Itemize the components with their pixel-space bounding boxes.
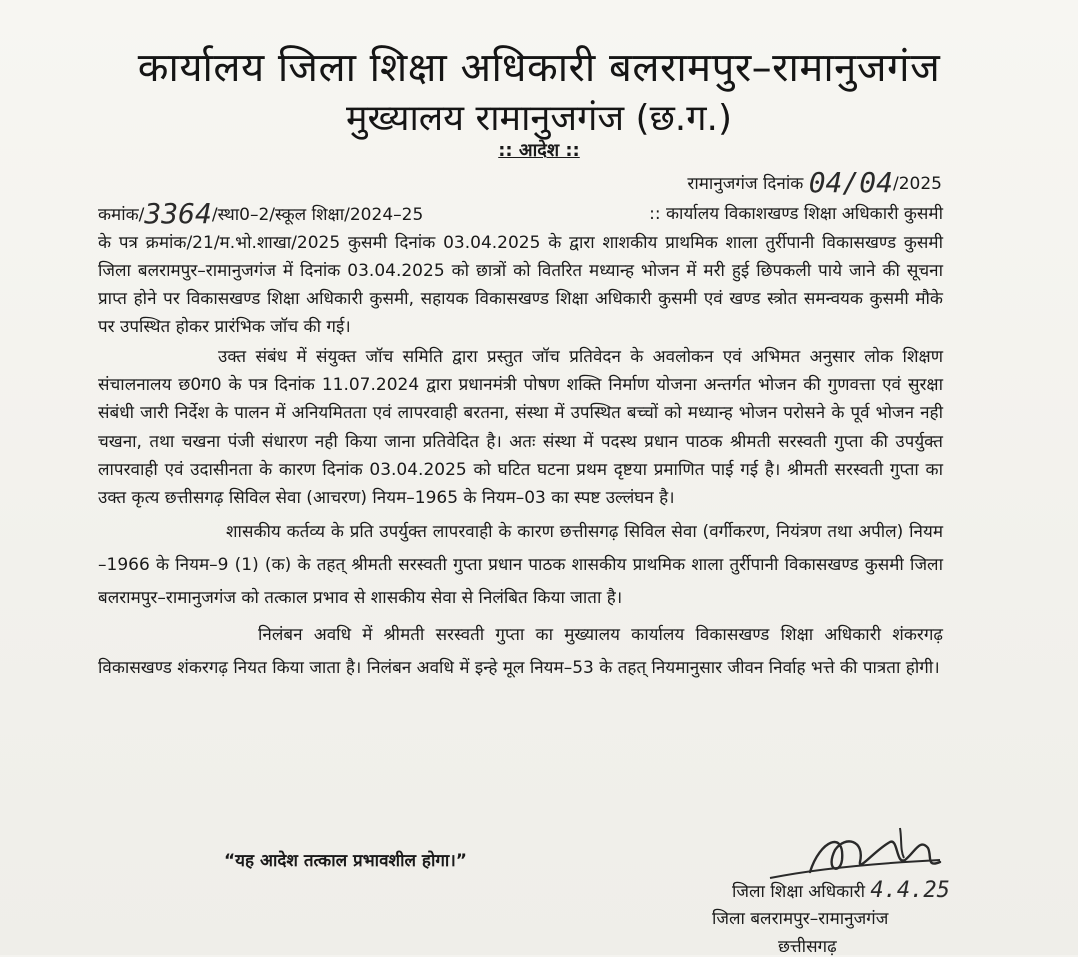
signatory-state: छत्तीसगढ़	[778, 937, 837, 957]
signatory-designation	[732, 878, 950, 903]
office-title: कार्यालय जिला शिक्षा अधिकारी बलरामपुर–रामानुजगंज	[137, 45, 941, 91]
reference-line	[98, 197, 943, 230]
reference-suffix: /स्था0–2/स्कूल शिक्षा/2024–25	[211, 205, 424, 225]
date-prefix: रामानुजगंज दिनांक	[687, 174, 804, 194]
order-heading: :: आदेश ::	[498, 140, 580, 161]
reference-number	[98, 197, 424, 230]
designation-text: जिला शिक्षा अधिकारी	[732, 882, 865, 902]
paragraph-2: उक्त संबंध में संयुक्त जॉच समिति द्वारा प्रस्तुत जॉच प्रतिवेदन के अवलोकन एवं अभिमत अनुसार लोक शिक्षण संचालनालय छ0ग0 के पत्र दिनांक 11.07.2024 द्वारा प्रधानमंत्री पोषण शक्ति निर्माण योजना अन्तर्गत भोजन की गुणवत्ता एवं सुरक्षा संबंधी जारी निर्देश के पालन में अनियमितता एवं लापरवाही बरतना, संस्था में उपस्थित बच्चों को मध्यान्ह भोजन परोसने के पूर्व भोजन नही चखना, तथा चखना पंजी संधारण नही किया जाना प्रतिवेदित है। अतः संस्था में पदस्थ प्रधान पाठक श्रीमती सरस्वती गुप्ता की उपर्युक्त लापरवाही एवं उदासीनता के कारण दिनांक 03.04.2025 को घटित घटना प्रथम दृष्टया प्रमाणित पाई गई है। श्रीमती सरस्वती गुप्ता का उक्त कृत्य छत्तीसगढ़ सिविल सेवा (आचरण) नियम–1965 के नियम–03 का स्पष्ट उल्लंघन है।	[98, 347, 943, 509]
order-body	[98, 197, 943, 685]
date-handwritten: 04/04	[808, 166, 893, 199]
headquarters-title: मुख्यालय रामानुजगंज (छ.ग.)	[345, 98, 733, 139]
date-suffix: /2025	[893, 174, 942, 194]
date-line	[687, 166, 942, 199]
paragraph-4: निलंबन अवधि में श्रीमती सरस्वती गुप्ता का मुख्यालय कार्यालय विकासखण्ड शिक्षा अधिकारी शंकरगढ़ विकासखण्ड शंकरगढ़ नियत किया जाता है। निलंबन अवधि में इन्हे मूल नियम–53 के तहत् नियमानुसार जीवन निर्वाह भत्ते की पात्रता होगी।	[98, 625, 943, 679]
signature-date: 4.4.25	[870, 878, 950, 903]
paragraph-3: शासकीय कर्तव्य के प्रति उपर्युक्त लापरवाही के कारण छत्तीसगढ़ सिविल सेवा (वर्गीकरण, नियंत्रण तथा अपील) नियम –1966 के नियम–9 (1) (क) के तहत् श्रीमती सरस्वती गुप्ता प्रधान पाठक शासकीय प्राथमिक शाला तुर्रीपानी विकासखण्ड कुसमी जिला बलरामपुर–रामानुजगंज को तत्काल प्रभाव से शासकीय सेवा से निलंबित किया जाता है।	[98, 522, 943, 609]
paragraph-1-text: के पत्र क्रमांक/21/म.भो.शाखा/2025 कुसमी दिनांक 03.04.2025 के द्वारा शाशकीय प्राथमिक शाला तुर्रीपानी विकासखण्ड कुसमी जिला बलरामपुर–रामानुजगंज में दिनांक 03.04.2025 को छात्रों को वितरित मध्यान्ह भोजन में मरी हुई छिपकली पाये जाने की सूचना प्राप्त होने पर विकासखण्ड शिक्षा अधिकारी कुसमी, सहायक विकासखण्ड शिक्षा अधिकारी कुसमी एवं खण्ड स्त्रोत समन्वयक कुसमी मौके पर उपस्थित होकर प्रारंभिक जॉच की गई।	[98, 233, 943, 337]
reference-subject: :: कार्यालय विकाशखण्ड शिक्षा अधिकारी कुसमी	[649, 204, 943, 224]
reference-handwritten: 3364	[144, 197, 212, 230]
paragraph-1	[98, 197, 943, 341]
closing-statement: “यह आदेश तत्काल प्रभावशील होगा।”	[224, 851, 467, 871]
signatory-district: जिला बलरामपुर–रामानुजगंज	[712, 909, 889, 929]
reference-prefix: कमांक/	[98, 205, 145, 225]
signature-block	[690, 820, 1030, 955]
